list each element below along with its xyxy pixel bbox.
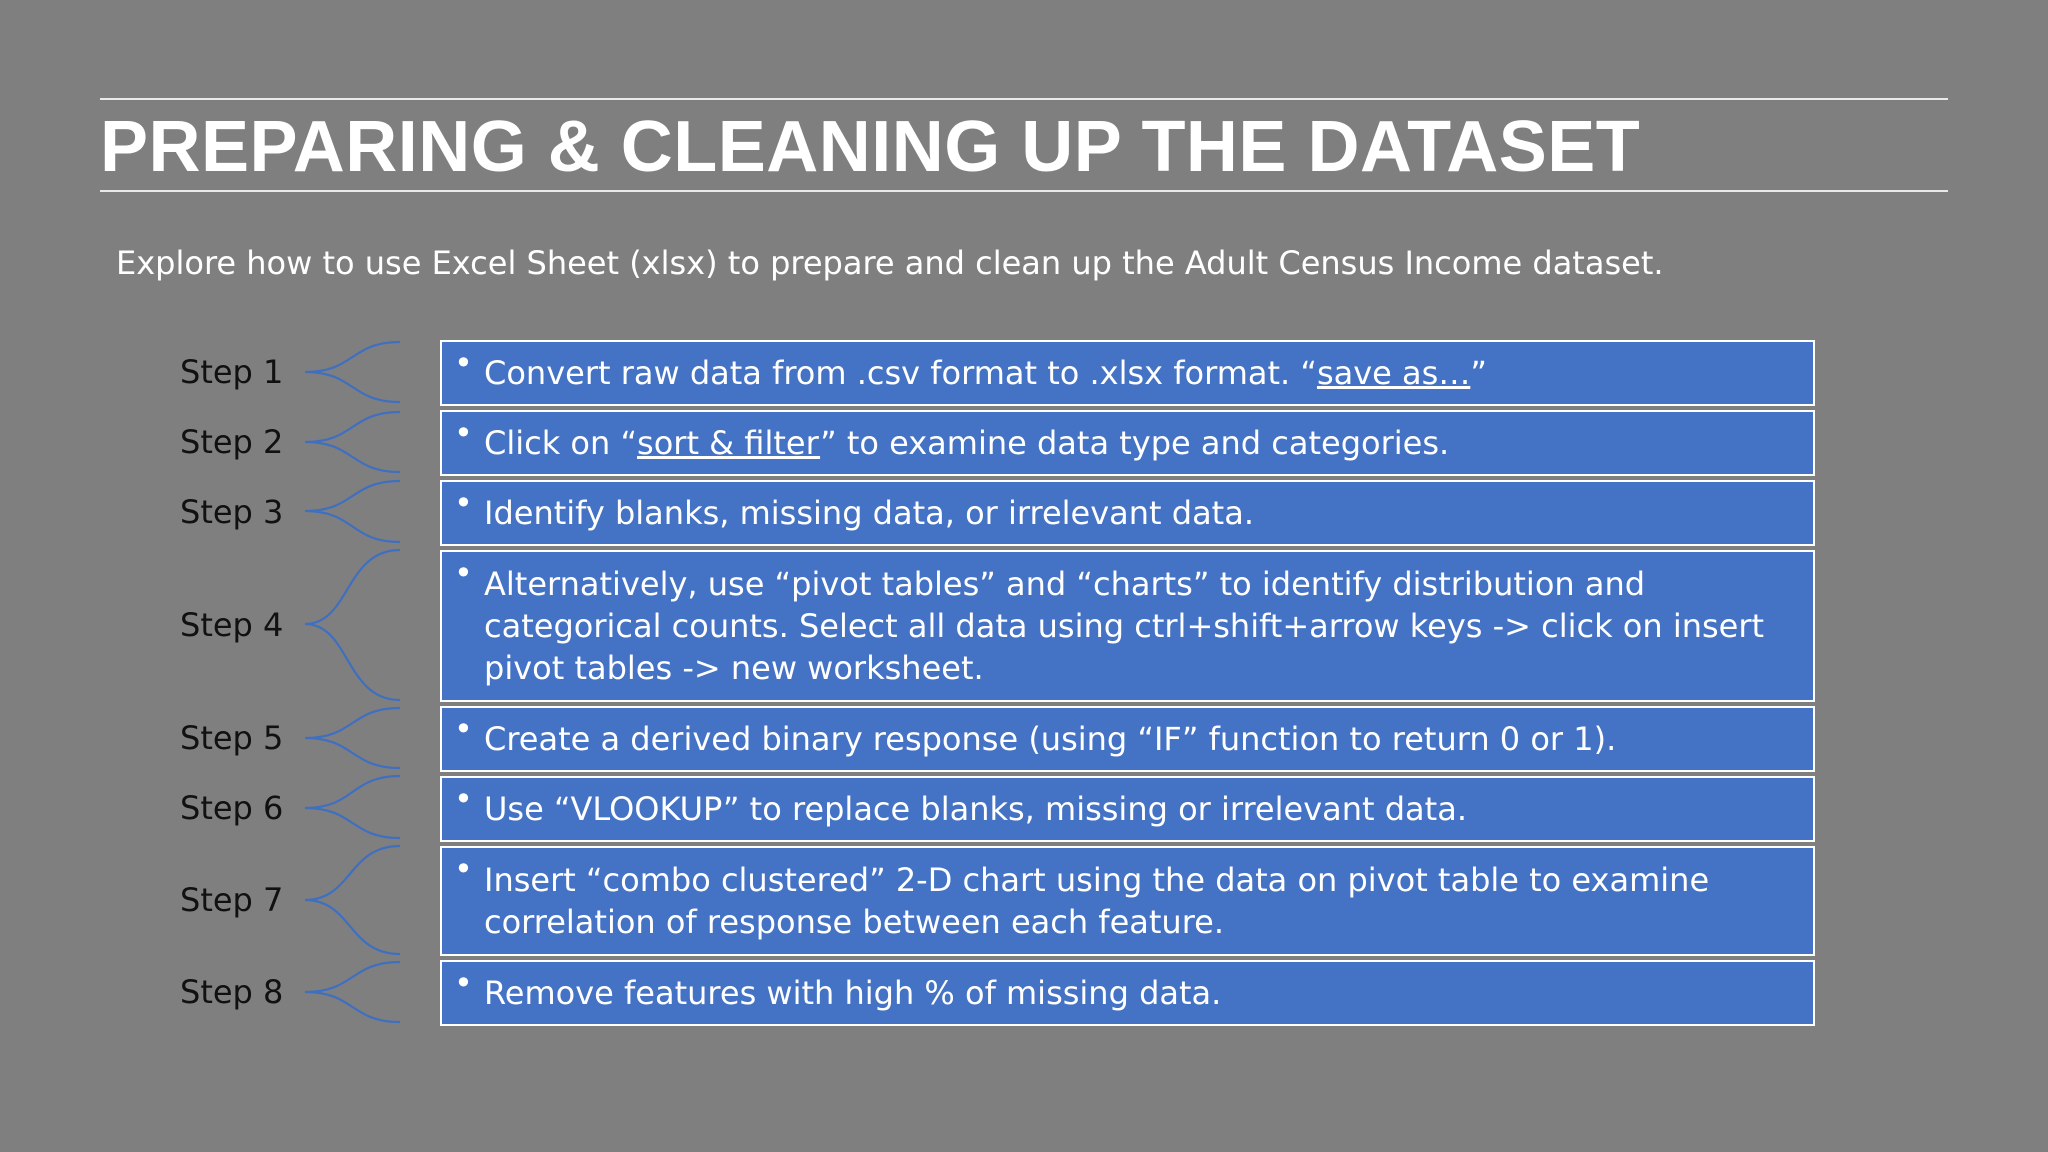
brace-step-4: [305, 550, 400, 700]
brace-step-6: [305, 776, 400, 838]
step-label-5: Step 5: [180, 719, 284, 757]
step-text-1: Convert raw data from .csv format to .xlsx format. “save as…”: [484, 354, 1487, 392]
bullet: •: [454, 484, 473, 522]
step-box-2: [440, 410, 1815, 476]
title-bottom-rule: [100, 190, 1948, 192]
step-label-3: Step 3: [180, 493, 284, 531]
step-text-3: Identify blanks, missing data, or irrelevant data.: [484, 494, 1254, 532]
step-box-7: [440, 846, 1815, 956]
step-label-1: Step 1: [180, 353, 284, 391]
bullet: •: [454, 780, 473, 818]
step-box-1: [440, 340, 1815, 406]
step-label-6: Step 6: [180, 789, 284, 827]
brace-step-8: [305, 962, 400, 1022]
slide-title: PREPARING & CLEANING UP THE DATASET: [100, 107, 1641, 187]
brace-step-7: [305, 846, 400, 954]
intro-text: Explore how to use Excel Sheet (xlsx) to prepare and clean up the Adult Census Income dataset.: [116, 244, 1664, 282]
step-text-7: Insert “combo clustered” 2-D chart using the data on pivot table to examine correlation of response between each feature.: [484, 861, 1710, 941]
step-label-7: Step 7: [180, 881, 284, 919]
bullet: •: [454, 344, 473, 382]
step-text-4: Alternatively, use “pivot tables” and “charts” to identify distribution and categorical counts. Select all data using ctrl+shift+arrow keys -> click on insert pivot tables -> new worksheet.: [484, 565, 1765, 687]
step-text-8: Remove features with high % of missing data.: [484, 974, 1222, 1012]
step-box-3: [440, 480, 1815, 546]
step-label-4: Step 4: [180, 606, 284, 644]
step-text-5: Create a derived binary response (using “IF” function to return 0 or 1).: [484, 720, 1617, 758]
step-box-5: [440, 706, 1815, 772]
brace-step-1: [305, 342, 400, 402]
step-label-2: Step 2: [180, 423, 284, 461]
bullet: •: [454, 414, 473, 452]
step-text-6: Use “VLOOKUP” to replace blanks, missing or irrelevant data.: [484, 790, 1467, 828]
title-top-rule: [100, 98, 1948, 100]
brace-step-3: [305, 481, 400, 542]
step-text-2: Click on “sort & filter” to examine data type and categories.: [484, 424, 1450, 462]
bullet: •: [454, 554, 473, 592]
sort-filter-link[interactable]: sort & filter: [637, 424, 821, 462]
save-as-link[interactable]: save as…: [1316, 354, 1471, 392]
step-box-4: [440, 550, 1815, 702]
step-box-6: [440, 776, 1815, 842]
step-label-8: Step 8: [180, 973, 284, 1011]
brace-step-2: [305, 412, 400, 472]
bullet: •: [454, 710, 473, 748]
bullet: •: [454, 850, 473, 888]
brace-step-5: [305, 708, 400, 768]
bullet: •: [454, 964, 473, 1002]
step-box-8: [440, 960, 1815, 1026]
